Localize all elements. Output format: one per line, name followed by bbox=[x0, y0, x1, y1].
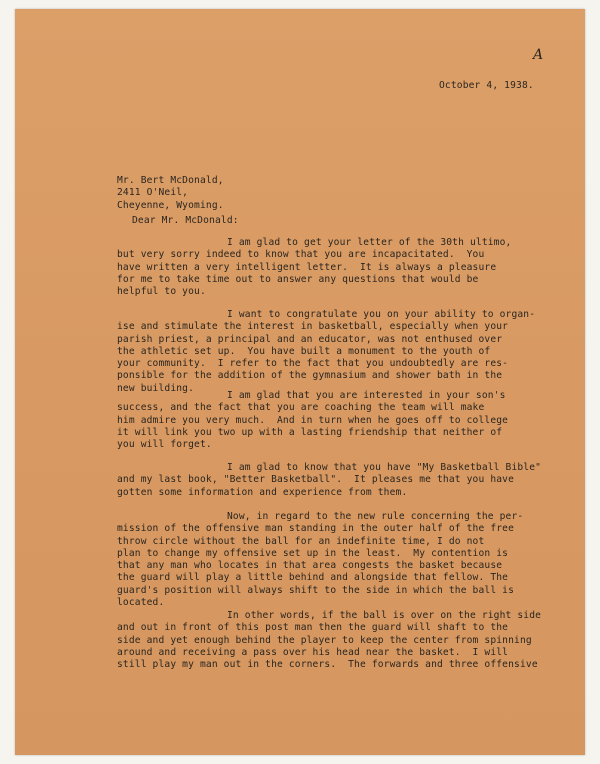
text-line: In other words, if the ball is over on the right side bbox=[227, 610, 542, 621]
text-line: helpful to you. bbox=[117, 286, 206, 298]
text-line: I want to congratulate you on your ability to organ- bbox=[227, 309, 536, 320]
text-line: ponsible for the addition of the gymnasium and shower bath in the bbox=[117, 370, 503, 382]
salutation: Dear Mr. McDonald: bbox=[132, 215, 239, 226]
handwritten-corner-mark: A bbox=[533, 47, 544, 63]
paragraph-2 bbox=[117, 309, 535, 395]
address-line: Mr. Bert McDonald, bbox=[117, 175, 224, 186]
address-line: Cheyenne, Wyoming. bbox=[117, 199, 224, 211]
text-line: but very sorry indeed to know that you are incapacitated. You bbox=[117, 249, 485, 261]
text-line: I am glad to get your letter of the 30th ultimo, bbox=[227, 237, 512, 248]
recipient-address bbox=[117, 175, 224, 212]
text-line: guard's position will always shift to the side in which the ball is bbox=[117, 584, 515, 596]
text-line: still play my man out in the corners. The forwards and three offensive bbox=[117, 659, 538, 671]
text-line: and my last book, "Better Basketball". It pleases me that you have bbox=[117, 474, 515, 486]
text-line: side and yet enough behind the player to keep the center from spinning bbox=[117, 634, 532, 646]
text-line: I am glad that you are interested in your son's bbox=[227, 390, 506, 401]
text-line: gotten some information and experience from them. bbox=[117, 486, 408, 498]
text-line: located. bbox=[117, 597, 165, 609]
text-line: the guard will play a little behind and alongside that fellow. The bbox=[117, 572, 509, 584]
text-line: around and receiving a pass over his head near the basket. I will bbox=[117, 646, 509, 658]
text-line: throw circle without the ball for an indefinite time, I do not bbox=[117, 535, 485, 547]
paragraph-4 bbox=[117, 462, 541, 499]
text-line: ise and stimulate the interest in basketball, especially when your bbox=[117, 321, 509, 333]
text-line: it will link you two up with a lasting friendship that neither of bbox=[117, 426, 503, 438]
text-line: that any man who locates in that area congests the basket because bbox=[117, 560, 503, 572]
text-line: new building. bbox=[117, 382, 195, 394]
text-line: Now, in regard to the new rule concerning the per- bbox=[227, 511, 524, 522]
address-line: 2411 O'Neil, bbox=[117, 187, 189, 199]
paragraph-1 bbox=[117, 237, 511, 298]
text-line: parish priest, a principal and an educator, was not enthused over bbox=[117, 333, 503, 345]
text-line: success, and the fact that you are coaching the team will make bbox=[117, 402, 485, 414]
letter-date: October 4, 1938. bbox=[439, 80, 534, 91]
paragraph-3 bbox=[117, 390, 508, 451]
text-line: mission of the offensive man standing in the outer half of the free bbox=[117, 523, 515, 535]
paragraph-6 bbox=[117, 610, 541, 671]
text-line: for me to take time out to answer any questions that would be bbox=[117, 273, 479, 285]
text-line: have written a very intelligent letter. It is always a pleasure bbox=[117, 261, 497, 273]
text-line: I am glad to know that you have "My Basketball Bible" bbox=[227, 462, 542, 473]
text-line: you will forget. bbox=[117, 439, 212, 451]
text-line: him admire you very much. And in turn when he goes off to college bbox=[117, 414, 509, 426]
paragraph-5 bbox=[117, 511, 523, 609]
letter-page bbox=[15, 9, 585, 755]
text-line: plan to change my offensive set up in the least. My contention is bbox=[117, 547, 509, 559]
text-line: and out in front of this post man then the guard will shaft to the bbox=[117, 622, 509, 634]
text-line: the athletic set up. You have built a monument to the youth of bbox=[117, 345, 491, 357]
text-line: your community. I refer to the fact that you undoubtedly are res- bbox=[117, 358, 509, 370]
